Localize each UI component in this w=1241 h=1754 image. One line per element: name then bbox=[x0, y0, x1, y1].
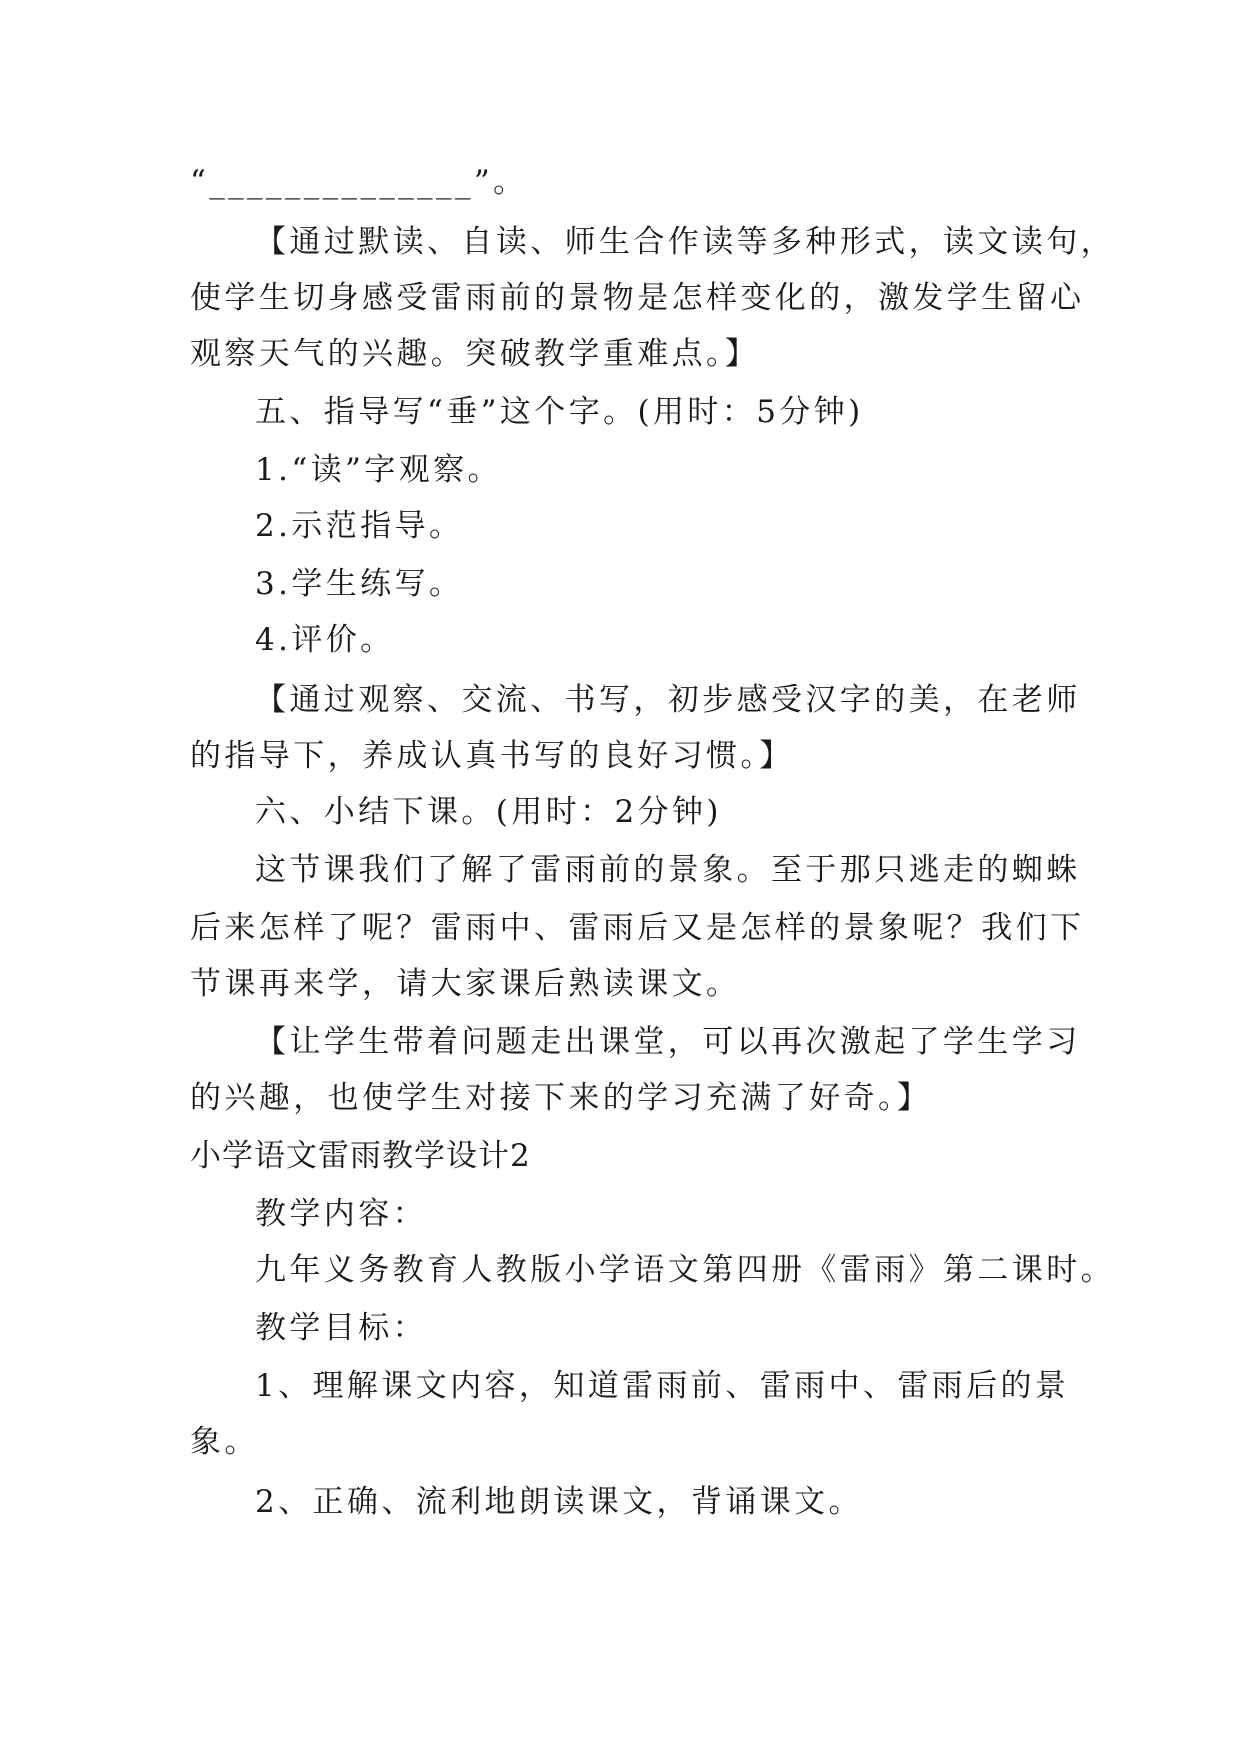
paragraph-line: 【让学生带着问题走出课堂，可以再次激起了学生学习 bbox=[255, 1024, 1081, 1060]
list-item: 2.示范指导。 bbox=[255, 508, 464, 544]
paragraph-line: 后来怎样了呢？雷雨中、雷雨后又是怎样的景象呢？我们下 bbox=[190, 910, 1085, 946]
fill-in-blank-line: “______________”。 bbox=[190, 164, 528, 200]
list-item-continuation: 象。 bbox=[190, 1424, 259, 1460]
list-item: 2、正确、流利地朗读课文，背诵课文。 bbox=[255, 1484, 863, 1520]
paragraph-line: 【通过观察、交流、书写，初步感受汉字的美，在老师 bbox=[255, 682, 1081, 718]
paragraph-line: 使学生切身感受雷雨前的景物是怎样变化的，激发学生留心 bbox=[190, 280, 1085, 316]
paragraph-line: 的指导下，养成认真书写的良好习惯。】 bbox=[190, 738, 794, 774]
section-heading: 六、小结下课。(用时：2分钟) bbox=[255, 794, 722, 830]
paragraph-line: 节课再来学，请大家课后熟读课文。 bbox=[190, 966, 741, 1002]
list-item: 1、理解课文内容，知道雷雨前、雷雨中、雷雨后的景 bbox=[255, 1368, 1070, 1404]
paragraph-line: 观察天气的兴趣。突破教学重难点。】 bbox=[190, 336, 760, 372]
list-item: 3.学生练写。 bbox=[255, 566, 464, 602]
list-item: 1.“读”字观察。 bbox=[255, 452, 502, 488]
document-title: 小学语文雷雨教学设计2 bbox=[190, 1138, 531, 1174]
section-heading: 五、指导写“垂”这个字。(用时：5分钟) bbox=[255, 394, 864, 430]
list-item: 4.评价。 bbox=[255, 622, 395, 658]
paragraph-line: 这节课我们了解了雷雨前的景象。至于那只逃走的蜘蛛 bbox=[255, 852, 1081, 888]
section-heading: 教学目标： bbox=[255, 1310, 427, 1346]
paragraph-line: 【通过默读、自读、师生合作读等多种形式，读文读句， bbox=[255, 224, 1115, 260]
paragraph-line: 九年义务教育人教版小学语文第四册《雷雨》第二课时。 bbox=[255, 1252, 1115, 1288]
paragraph-line: 的兴趣，也使学生对接下来的学习充满了好奇。】 bbox=[190, 1080, 932, 1116]
section-heading: 教学内容： bbox=[255, 1196, 427, 1232]
